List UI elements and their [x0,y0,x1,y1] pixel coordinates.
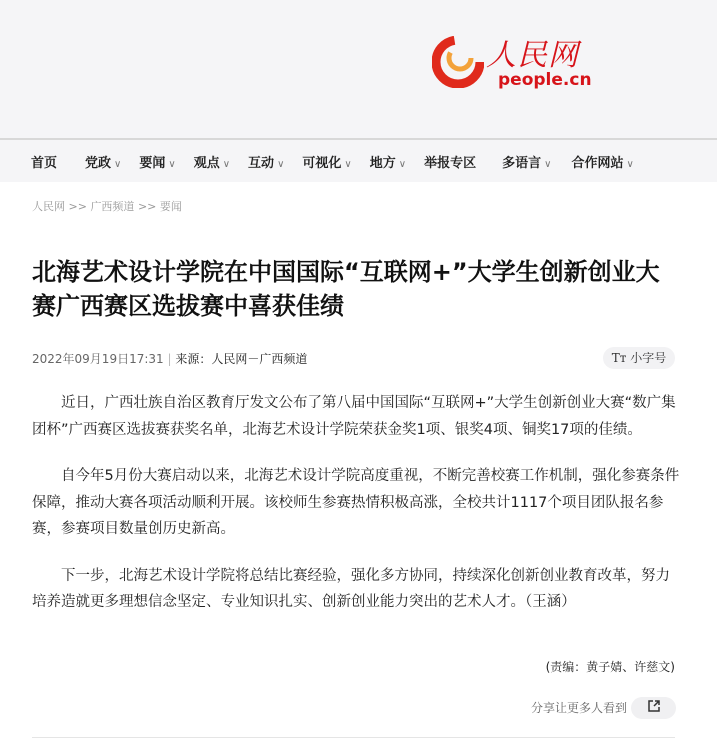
nav-item-label: 党政 [85,155,112,171]
nav-item[interactable] [31,152,57,171]
nav-item[interactable] [502,152,551,171]
breadcrumb-separator: >> [137,200,157,213]
nav-item-label: 互动 [248,155,275,171]
chevron-down-icon: ∨ [168,158,176,170]
nav-item-label: 多语言 [502,155,542,171]
breadcrumb-separator: >> [68,200,87,213]
share-icon [647,699,661,713]
nav-item-label: 首页 [31,155,58,171]
nav-item[interactable] [424,152,476,171]
people-logo[interactable] [432,30,592,94]
nav-item-label: 可视化 [302,155,342,171]
share-button[interactable] [631,697,676,719]
share-text: 分享让更多人看到 [531,701,628,715]
nav-item-label: 要闻 [139,155,166,171]
font-size-button[interactable] [603,347,675,369]
nav-item[interactable] [571,152,633,171]
nav-item[interactable] [302,152,351,171]
article-paragraph: 下一步，北海艺术设计学院将总结比赛经验，强化多方协同，持续深化创新创业教育改革，努力培养造就更多理想信念坚定、专业知识扎实、创新创业能力突出的艺术人才。（王涵） [32,567,670,610]
nav-item-label: 合作网站 [571,155,624,171]
article-title: 北海艺术设计学院在中国国际“互联网+”大学生创新创业大赛广西赛区选拔赛中喜获佳绩 [32,258,660,320]
nav-item[interactable] [370,152,406,171]
article-paragraph: 自今年5月份大赛启动以来，北海艺术设计学院高度重视，不断完善校赛工作机制，强化参赛条件保障，推动大赛各项活动顺利开展。该校师生参赛热情积极高涨，全校共计1117个项目团队报名参赛，参赛项目数量创历史新高。 [32,468,680,537]
article-paragraph: 近日，广西壮族自治区教育厅发文公布了第八届中国国际“互联网+”大学生创新创业大赛“数广集团杯”广西赛区选拔赛获奖名单，北海艺术设计学院荣获金奖1项、银奖4项、铜奖17项的佳绩。 [32,395,676,438]
chevron-down-icon: ∨ [277,158,285,170]
nav-item-label: 观点 [193,155,220,171]
chevron-down-icon: ∨ [222,158,231,170]
editor-credit: (责编：黄子婧、许慈文) [545,660,675,674]
nav-item[interactable] [139,152,175,171]
logo-text-en: people.cn [498,70,592,90]
font-size-label: 小字号 [630,351,667,365]
chevron-down-icon: ∨ [114,158,122,170]
chevron-down-icon: ∨ [544,158,552,170]
site-header [0,0,717,140]
article-source[interactable]: 来源：人民网－广西频道 [175,352,308,366]
breadcrumb-item[interactable]: 要闻 [159,200,182,213]
article-body [32,390,682,636]
nav-item[interactable] [248,152,284,171]
divider [32,737,675,738]
breadcrumb-item[interactable]: 广西频道 [90,200,135,213]
nav-item[interactable] [85,152,121,171]
text-size-icon: Tт [611,351,627,365]
nav-item[interactable] [194,152,230,171]
main-nav [0,140,717,182]
breadcrumb-item[interactable]: 人民网 [32,200,65,213]
chevron-down-icon: ∨ [398,158,407,170]
breadcrumb [32,198,182,214]
logo-emblem-icon [432,36,484,88]
nav-item-label: 举报专区 [424,155,477,171]
chevron-down-icon: ∨ [344,158,352,170]
chevron-down-icon: ∨ [626,158,634,170]
logo-text-cn: 人民网 [486,38,579,73]
article-meta: 2022年09月19日17:31 | 来源：人民网－广西频道 [32,352,308,366]
nav-item-label: 地方 [369,155,396,171]
publish-time: 2022年09月19日17:31 [32,352,164,366]
